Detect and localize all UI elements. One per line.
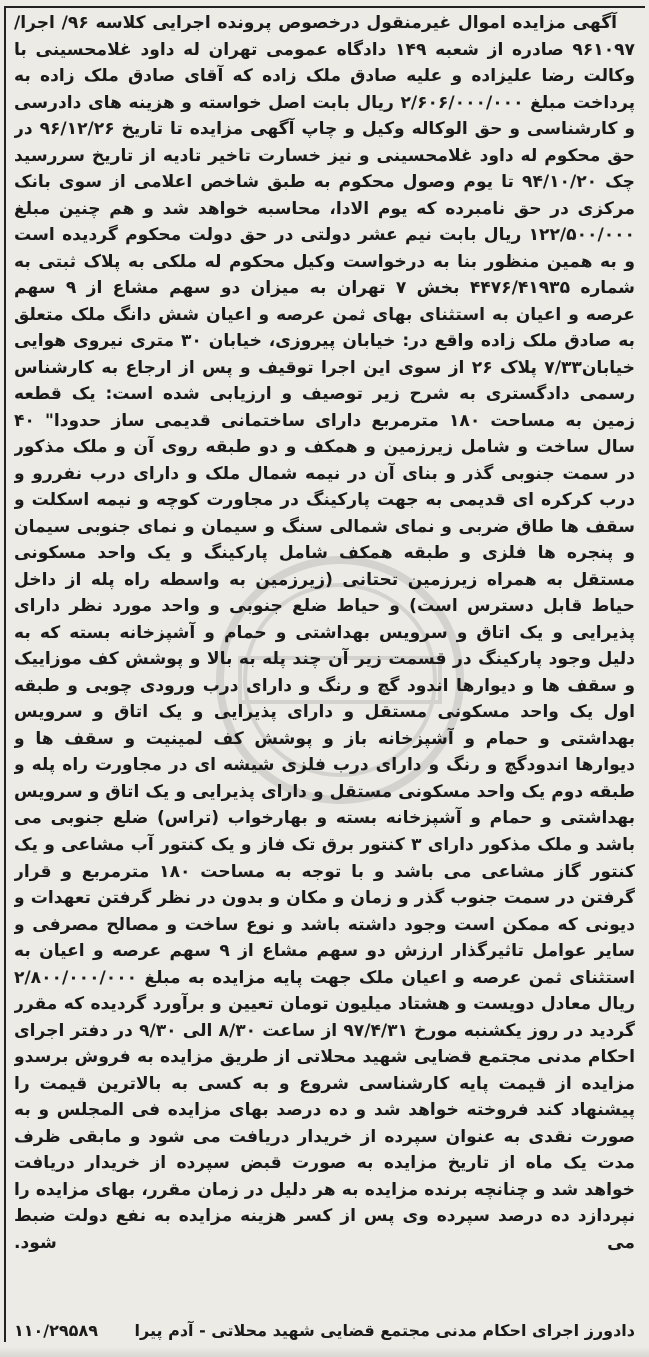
notice-signature: دادورز اجرای احکام مدنی مجتمع قضایی شهید محلاتی - آدم پیرا (134, 1321, 635, 1340)
notice-paragraph: آگهی مزایده اموال غیرمنقول درخصوص پرونده اجرایی کلاسه ۹۶/ اجرا/۹۶۱۰۹۷ صادره از شعبه ۱۴۹ دادگاه عمومی تهران له داود غلامحسینی با وکالت رضا علیزاده و علیه صادق ملک زاده که آقای صادق ملک زاده به پرداخت مبلغ ۲/۶۰۶/۰۰۰/۰۰۰ ریال بابت اصل خواسته و هزینه های دادرسی و کارشناسی و حق الوکاله وکیل و چاپ آگهی مزایده تا تاریخ ۹۶/۱۲/۲۶ در حق محکوم له داود غلامحسینی و نیز خسارت تاخیر تادیه از تاریخ سررسید چک ۹۴/۱۰/۲۰ تا یوم وصول محکوم به طبق شاخص اعلامی از سوی بانک مرکزی در حق نامبرده که یوم الادا، محاسبه خواهد شد و هم چنین مبلغ ۱۲۲/۵۰۰/۰۰۰ ریال بابت نیم عشر دولتی در حق دولت محکوم گردیده است و به همین منظور بنا به درخواست وکیل محکوم له ملکی به پلاک ثبتی به شماره ۴۴۷۶/۴۱۹۳۵ بخش ۷ تهران به میزان دو سهم مشاع از ۹ سهم عرصه و اعیان به استثنای بهای ثمن عرصه و اعیان شش دانگ ملک متعلق به صادق ملک زاده واقع در: خیابان پیروزی، خیابان ۳۰ متری نیروی هوایی خیابان۷/۳۳ پلاک ۲۶ از سوی این اجرا توقیف و پس از ارجاع به کارشناس رسمی دادگستری به شرح زیر توصیف و ارزیابی شده است: یک قطعه زمین به مساحت ۱۸۰ مترمربع دارای ساختمانی قدیمی ساز حدودا" ۴۰ سال ساخت و شامل زیرزمین و همکف و دو طبقه روی آن و ملک مذکور در سمت جنوبی گذر و بنای آن در نیمه شمال ملک و دارای درب نفررو و درب کرکره ای قدیمی به جهت پارکینگ در مجاورت کوچه و نیمه اسکلت و سقف ها طاق ضربی و نمای شمالی سنگ و سیمان و نمای جنوبی سیمان و پنجره ها فلزی و طبقه همکف شامل پارکینگ و یک واحد مسکونی مستقل به همراه زیرزمین تحتانی (زیرزمین به واسطه راه پله از داخل حیاط قابل دسترس است) و حیاط ضلع جنوبی و واحد مورد نظر دارای پذیرایی و یک اتاق و سرویس بهداشتی و حمام و آشپزخانه بسته که به دلیل وجود پارکینگ در قسمت زیر آن چند پله به بالا و پوشش کف موزاییک و سقف ها و دیوارها اندود گچ و رنگ و دارای درب ورودی چوبی و طبقه اول یک واحد مسکونی مستقل و دارای پذیرایی و یک اتاق و سرویس بهداشتی و حمام و آشپزخانه باز و پوشش کف لمینیت و سقف ها و دیوارها اندودگچ و رنگ و دارای درب فلزی شیشه ای در مجاورت راه پله و طبقه دوم یک واحد مسکونی مستقل و دارای پذیرایی و یک اتاق و سرویس بهداشتی و حمام و آشپزخانه بسته و بهارخواب (تراس) ضلع جنوبی می باشد و ملک مذکور دارای ۳ کنتور برق تک فاز و یک کنتور آب مشاعی و یک کنتور گاز مشاعی می باشد و با توجه به مساحت ۱۸۰ مترمربع و قرار گرفتن در سمت جنوب گذر و زمان و مکان و بدون در نظر گرفتن تعهدات و دیونی که ممکن است وجود داشته باشد و نوع ساخت و مصالح مصرفی و سایر عوامل تاثیرگذار ارزش دو سهم مشاع از ۹ سهم عرصه و اعیان به استثنای ثمن عرصه و اعیان ملک جهت پایه مزایده به مبلغ ۲/۸۰۰/۰۰۰/۰۰۰ ریال معادل دویست و هشتاد میلیون تومان تعیین و برآورد گردیده که مقرر گردید در روز یکشنبه مورخ ۹۷/۴/۳۱ از ساعت ۸/۳۰ الی ۹/۳۰ در دفتر اجرای احکام مدنی مجتمع قضایی شهید محلاتی از طریق مزایده به فروش برسدو مزایده از قیمت پایه کارشناسی شروع و به کسی به بالاترین قیمت را پیشنهاد کند فروخته خواهد شد و ده درصد بهای مزایده فی المجلس و به صورت نقدی به عنوان سپرده از خریدار دریافت می شود و مابقی ظرف مدت یک ماه از تاریخ مزایده به صورت قبض سپرده از خریدار دریافت خواهد شد و چنانچه برنده مزایده به هر دلیل در زمان مقرر، بهای مزایده را نپردازد ده درصد سپرده وی پس از کسر هزینه مزایده به نفع دولت ضبط می شود. (14, 13, 635, 1253)
page-bottom-edge (0, 1347, 649, 1357)
notice-body (14, 10, 635, 1316)
notice-code: ۱۱۰/۲۹۵۸۹ (14, 1321, 98, 1340)
notice-footer (14, 1318, 635, 1344)
